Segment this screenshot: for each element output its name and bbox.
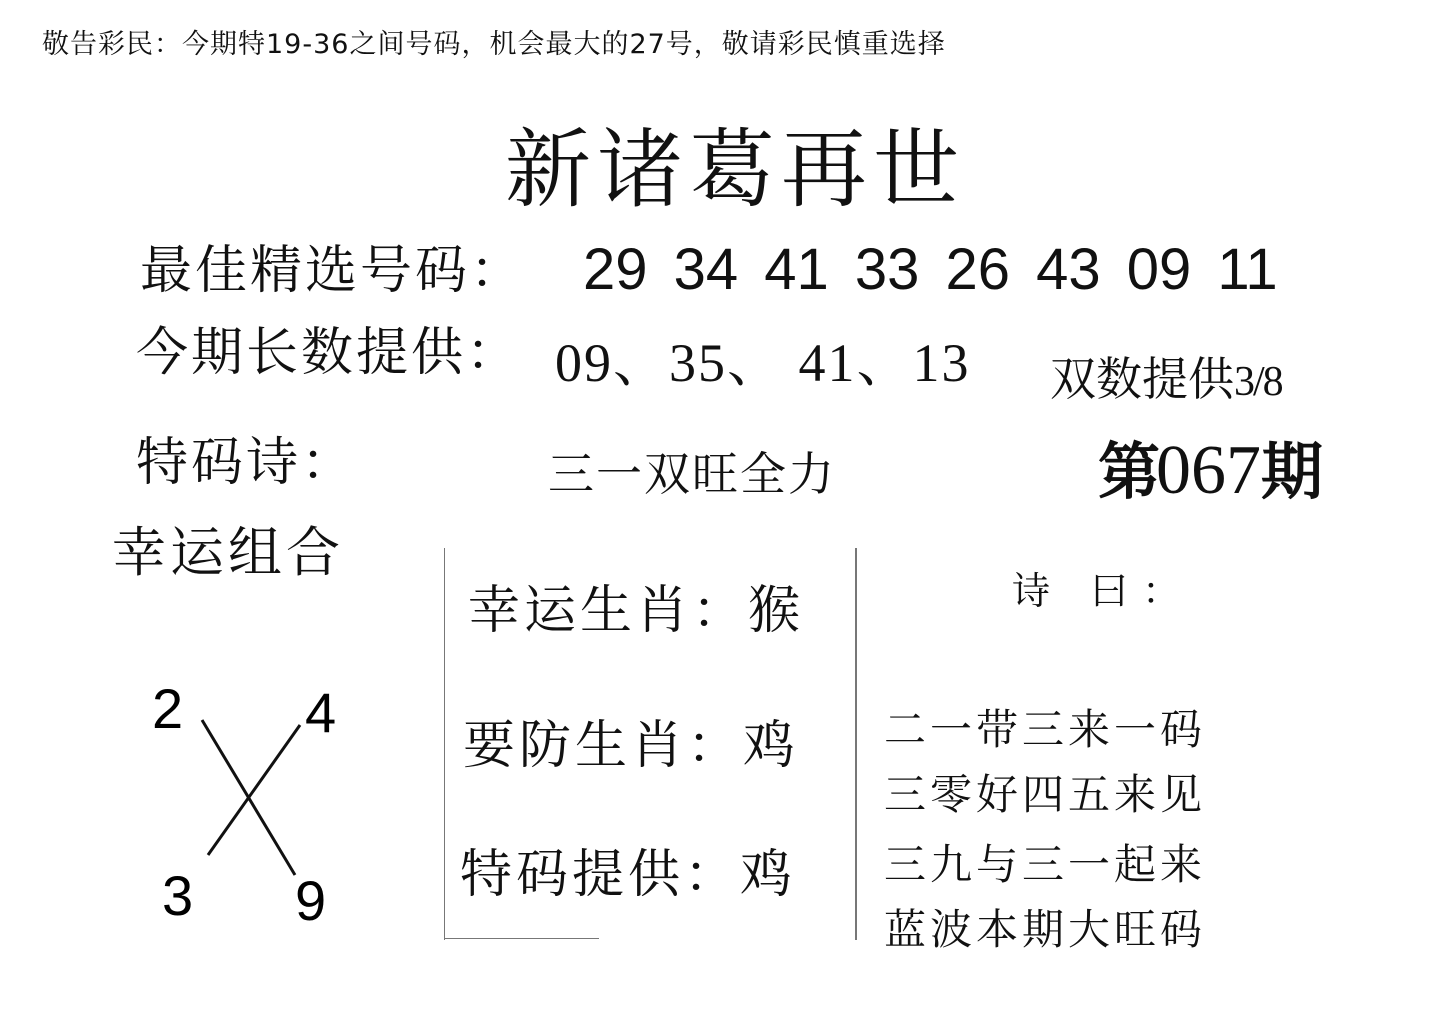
box-right-border [855,548,857,940]
issue-number [1098,422,1319,511]
box-left-border [444,548,445,940]
lucky-zodiac [468,568,804,643]
poem-label: 诗 曰： [1012,569,1195,613]
box-bottom-border [444,938,599,939]
issue-digits: 067 [1156,432,1262,509]
cross-line-b [208,725,300,855]
double-numbers-label: 双数提供 [1050,352,1234,406]
issue-suffix: 期 [1261,439,1320,507]
poem-line-4: 蓝波本期大旺码 [884,905,1207,954]
poem-line-3: 三九与三一起来 [884,840,1207,889]
special-zodiac-value: 鸡 [740,845,797,905]
combo-top-right: 4 [305,681,337,744]
best-pick-label: 最佳精选号码： [140,241,526,301]
double-numbers-value: 3/8 [1234,359,1282,405]
combo-bottom-left: 3 [162,864,194,927]
page-title: 新诸葛再世 [505,120,965,220]
double-numbers [1050,343,1282,409]
special-zodiac [460,832,796,907]
special-zodiac-label: 特码提供： [460,845,741,905]
lucky-combo-cross [140,670,360,930]
guard-zodiac-value: 鸡 [743,716,800,776]
special-poem-text: 三一双旺全力 [548,447,836,501]
poem-line-2: 三零好四五来见 [884,770,1207,819]
issue-prefix: 第 [1098,439,1157,507]
guard-zodiac-label: 要防生肖： [463,716,744,776]
lucky-zodiac-value: 猴 [748,581,805,641]
combo-bottom-right: 9 [295,869,327,930]
poem-line-1: 二一带三来一码 [884,705,1207,754]
special-poem-label: 特码诗： [136,433,357,493]
notice-text: 敬告彩民：今期特19-36之间号码，机会最大的27号，敬请彩民慎重选择 [42,29,946,60]
lucky-combo-heading: 幸运组合 [112,521,344,584]
best-pick-numbers: 29 34 41 33 26 43 09 11 [583,237,1278,302]
long-numbers-values: 09、35、 41、13 [555,333,971,393]
long-numbers-label: 今期长数提供： [136,323,522,383]
guard-zodiac [463,703,799,778]
combo-top-left: 2 [152,677,184,740]
lucky-zodiac-label: 幸运生肖： [468,581,749,641]
